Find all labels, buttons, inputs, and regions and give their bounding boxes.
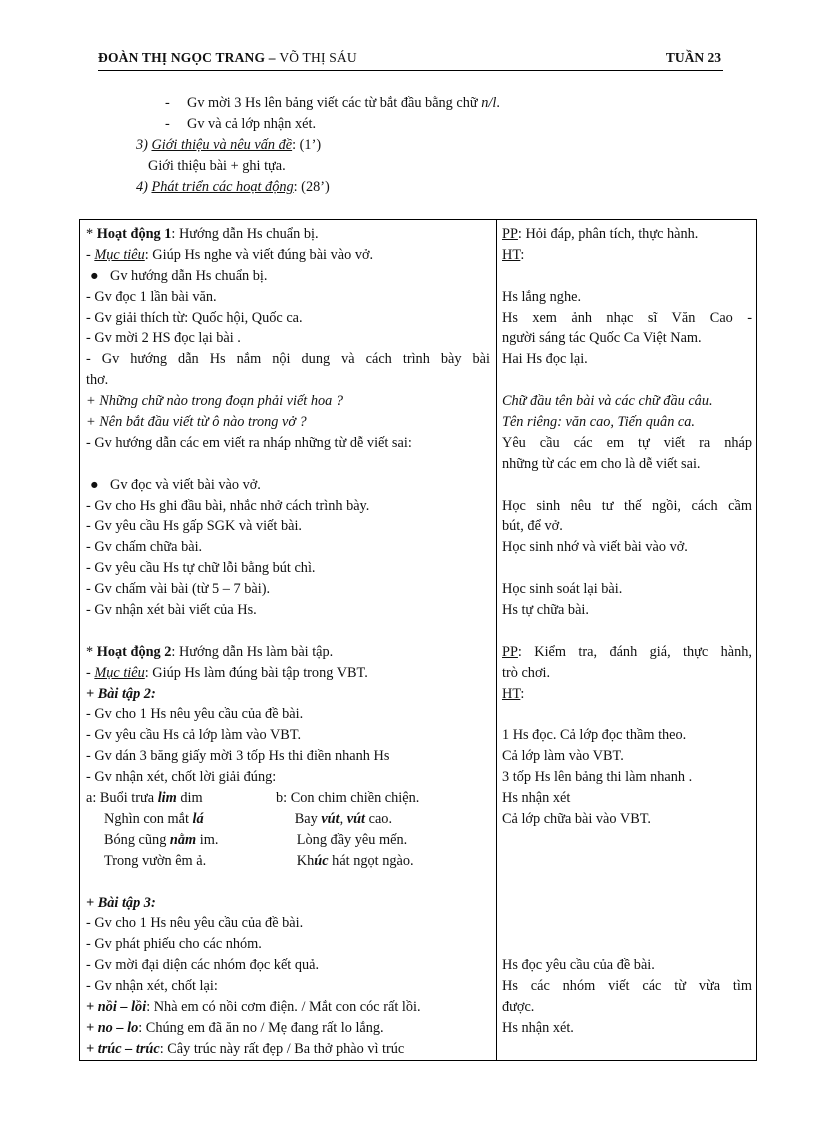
week-label: TUẦN 23 bbox=[665, 50, 721, 65]
intro-item-2: - Gv và cả lớp nhận xét. bbox=[165, 116, 317, 132]
response: Hai Hs đọc lại. bbox=[502, 351, 588, 368]
teacher-name: ĐOÀN THỊ NGỌC TRANG bbox=[98, 50, 266, 65]
response: Hs tự chữa bài. bbox=[502, 602, 589, 619]
method-2: PP: Kiểm tra, đánh giá, thực hành, bbox=[502, 643, 752, 660]
header-separator: – bbox=[265, 50, 280, 65]
bullet-icon: ● bbox=[90, 476, 99, 493]
step-write: ● Gv đọc và viết bài vào vở. bbox=[86, 475, 490, 496]
response: Hs nhận xét bbox=[502, 790, 571, 807]
column-divider bbox=[496, 220, 497, 1060]
list-item: - Gv cho 1 Hs nêu yêu cầu của đề bài. bbox=[86, 706, 304, 723]
question: + Những chữ nào trong đoạn phải viết hoa ? bbox=[86, 393, 344, 410]
student-activities-column bbox=[502, 224, 752, 1039]
list-item: - Gv chấm vài bài (từ 5 – 7 bài). bbox=[86, 581, 271, 598]
response: những từ các em cho là dễ viết sai. bbox=[502, 455, 701, 472]
response: Hs các nhóm viết các từ vừa tìm bbox=[502, 978, 752, 995]
section-3-title: 3) Giới thiệu và nêu vấn đề: (1’) bbox=[136, 137, 322, 153]
list-item: - Gv yêu cầu Hs cả lớp làm vào VBT. bbox=[86, 727, 302, 744]
response: Hs xem ảnh nhạc sĩ Văn Cao - bbox=[502, 309, 752, 326]
objective-2: - Mục tiêu: Giúp Hs làm đúng bài tập trong VBT. bbox=[86, 664, 368, 681]
response: Cả lớp làm vào VBT. bbox=[502, 748, 624, 765]
intro-item-1: - Gv mời 3 Hs lên bảng viết các từ bắt đầu bằng chữ n/l. bbox=[165, 95, 500, 111]
method-1: PP: Hỏi đáp, phân tích, thực hành. bbox=[502, 226, 699, 242]
response: Học sinh soát lại bài. bbox=[502, 581, 623, 598]
response: người sáng tác Quốc Ca Việt Nam. bbox=[502, 330, 702, 347]
answer-line: + no – lo: Chúng em đã ăn no / Mẹ đang rất lo lắng. bbox=[86, 1019, 384, 1036]
list-item: - Gv phát phiếu cho các nhóm. bbox=[86, 936, 262, 953]
activity-1-heading: * Hoạt động 1: Hướng dẫn Hs chuẩn bị. bbox=[86, 226, 319, 242]
response: Cả lớp chữa bài vào VBT. bbox=[502, 810, 651, 827]
teacher-activities-column bbox=[86, 224, 490, 1060]
list-item: - Gv cho 1 Hs nêu yêu cầu của đề bài. bbox=[86, 915, 304, 932]
list-item: - Gv chấm chữa bài. bbox=[86, 539, 203, 556]
lesson-table bbox=[79, 219, 757, 1061]
poem-line: a: Buổi trưa lim dim b: Con chim chiền chiện. bbox=[86, 790, 420, 807]
list-item: - Gv hướng dẫn Hs nắm nội dung và cách trình bày bài bbox=[86, 351, 490, 368]
answer-line: + trúc – trúc: Cây trúc này rất đẹp / Ba thở phào vì trúc bbox=[86, 1040, 405, 1057]
response: Hs nhận xét. bbox=[502, 1019, 574, 1036]
response: Yêu cầu các em tự viết ra nháp bbox=[502, 434, 752, 451]
response: bút, để vở. bbox=[502, 518, 563, 535]
school-name: VÕ THỊ SÁU bbox=[279, 50, 357, 65]
list-item: - Gv dán 3 băng giấy mời 3 tốp Hs thi điền nhanh Hs bbox=[86, 748, 390, 765]
list-item: - Gv nhận xét, chốt lời giải đúng: bbox=[86, 769, 277, 786]
question: + Nên bắt đầu viết từ ô nào trong vở ? bbox=[86, 414, 307, 431]
section-3-body: Giới thiệu bài + ghi tựa. bbox=[148, 158, 286, 174]
objective-1: - Mục tiêu: Giúp Hs nghe và viết đúng bài vào vở. bbox=[86, 246, 374, 263]
answer-line: + nồi – lồi: Nhà em có nồi cơm điện. / Mắt con cóc rất lồi. bbox=[86, 998, 421, 1015]
response: Tên riêng: văn cao, Tiến quân ca. bbox=[502, 414, 695, 431]
bullet-icon: ● bbox=[90, 267, 99, 284]
page-header bbox=[98, 48, 723, 71]
response: 3 tốp Hs lên bảng thi làm nhanh . bbox=[502, 769, 693, 786]
exercise-2-title: + Bài tập 2: bbox=[86, 685, 156, 702]
response: Chữ đầu tên bài và các chữ đầu câu. bbox=[502, 393, 713, 410]
step-prepare: ● Gv hướng dẫn Hs chuẩn bị. bbox=[86, 266, 490, 287]
response: Học sinh nhớ và viết bài vào vở. bbox=[502, 539, 688, 556]
response: Hs đọc yêu cầu của đề bài. bbox=[502, 957, 655, 974]
list-item: - Gv yêu cầu Hs gấp SGK và viết bài. bbox=[86, 518, 302, 535]
list-item: - Gv đọc 1 lần bài văn. bbox=[86, 288, 217, 305]
poem-line: Bóng cũng nằm im. Lòng đầy yêu mến. bbox=[104, 831, 408, 848]
list-item: - Gv hướng dẫn các em viết ra nháp những từ dễ viết sai: bbox=[86, 434, 412, 451]
poem-line: Trong vườn êm ả. Khúc hát ngọt ngào. bbox=[104, 852, 414, 869]
format-1: HT: bbox=[502, 246, 525, 263]
list-item: - Gv nhận xét, chốt lại: bbox=[86, 978, 218, 995]
list-item: - Gv nhận xét bài viết của Hs. bbox=[86, 602, 257, 619]
list-item: - Gv yêu cầu Hs tự chữ lỗi bằng bút chì. bbox=[86, 560, 316, 577]
format-2: HT: bbox=[502, 685, 525, 702]
exercise-3-title: + Bài tập 3: bbox=[86, 894, 156, 911]
activity-2-heading: * Hoạt động 2: Hướng dẫn Hs làm bài tập. bbox=[86, 643, 334, 660]
list-item: - Gv cho Hs ghi đầu bài, nhắc nhở cách trình bày. bbox=[86, 497, 370, 514]
author-line bbox=[98, 50, 357, 66]
response: được. bbox=[502, 998, 535, 1015]
list-item: - Gv mời 2 HS đọc lại bài . bbox=[86, 330, 241, 347]
method-2-cont: trò chơi. bbox=[502, 664, 551, 681]
list-item: - Gv mời đại diện các nhóm đọc kết quả. bbox=[86, 957, 320, 974]
section-4-title: 4) Phát triển các hoạt động: (28’) bbox=[136, 179, 330, 195]
list-item-cont: thơ. bbox=[86, 372, 109, 389]
poem-line: Nghìn con mắt lá Bay vút, vút cao. bbox=[104, 810, 393, 827]
list-item: - Gv giải thích từ: Quốc hội, Quốc ca. bbox=[86, 309, 303, 326]
response: Hs lắng nghe. bbox=[502, 288, 582, 305]
response: 1 Hs đọc. Cả lớp đọc thầm theo. bbox=[502, 727, 687, 744]
response: Học sinh nêu tư thế ngồi, cách cầm bbox=[502, 497, 752, 514]
